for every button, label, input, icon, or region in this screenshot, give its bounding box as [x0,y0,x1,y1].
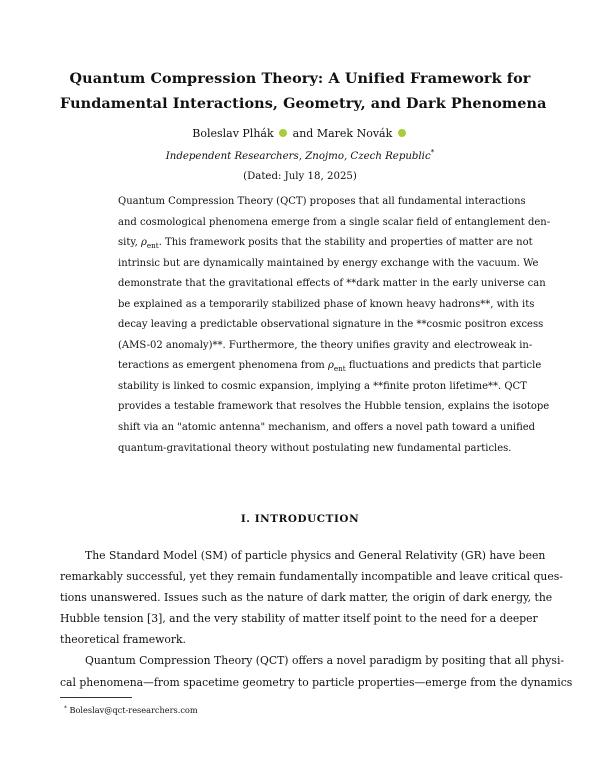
rho-subscript: ent [333,364,346,374]
affiliation-mark: * [430,147,435,157]
abstract-line: and cosmological phenomena emerge from a single scalar field of entanglement den- [118,216,551,228]
abstract-text: . This framework posits that the stability and properties of matter are not [158,237,533,249]
body-line: Hubble tension [3], and the very stability of matter itself point to the need for a deeper [60,612,538,626]
affiliation-text: Independent Researchers, Znojmo, Czech Republic [165,151,431,162]
rho-symbol: ρ [141,237,147,249]
orcid-icon[interactable] [398,129,406,137]
abstract [118,192,551,459]
body-line: tions unanswered. Issues such as the nature of dark matter, the origin of dark energy, the [60,591,553,605]
footnote-mark: * [64,705,67,712]
body-line: theoretical framework. [60,633,186,647]
rho-symbol: ρ [327,360,334,372]
footnote [64,704,198,716]
abstract-line: (AMS-02 anomaly)**. Furthermore, the theory unifies gravity and electroweak in- [118,339,533,351]
section-heading-introduction: I. INTRODUCTION [240,513,360,525]
orcid-icon[interactable] [279,129,287,137]
footnote-email[interactable]: Boleslav@qct-researchers.com [69,705,198,715]
abstract-line: stability is linked to cosmic expansion, implying a **finite proton lifetime**. QCT [118,380,527,392]
abstract-text: sity, [118,237,142,249]
abstract-line: Quantum Compression Theory (QCT) proposes that all fundamental interactions [118,196,526,207]
body-line: cal phenomena—from spacetime geometry to particle properties—emerge from the dynamics [60,675,573,689]
dated-line: (Dated: July 18, 2025) [243,171,357,182]
abstract-line: decay leaving a predictable observational signature in the **cosmic positron excess [118,319,544,331]
abstract-text: fluctuations and predicts that particle [345,360,542,372]
introduction-body [60,545,573,693]
body-line: remarkably successful, yet they remain fundamentally incompatible and leave critical ques- [60,570,563,584]
title-line-1: Quantum Compression Theory: A Unified Framework for [69,70,531,87]
abstract-line: demonstrate that the gravitational effects of **dark matter in the early universe can [118,278,546,290]
body-text: The Standard Model (SM) of particle physics and General Relativity (GR) have been [85,549,546,562]
abstract-line: provides a testable framework that resolves the Hubble tension, explains the isotope [118,401,550,413]
author-list [0,127,600,141]
paper-title [60,66,547,116]
affiliation [0,147,600,164]
body-line: Quantum Compression Theory (QCT) offers a novel paradigm by positing that all physi- [85,654,565,668]
title-line-2: Fundamental Interactions, Geometry, and Dark Phenomena [60,95,547,112]
abstract-line: be explained as a temporarily stabilized phase of known heavy hadrons**, with its [118,298,535,310]
abstract-line: quantum-gravitational theory without postulating new fundamental particles. [118,442,512,454]
footnote-rule [60,697,132,698]
author-1-name: Boleslav Plhák [192,127,274,140]
rho-subscript: ent [146,241,159,251]
author-connector: and [292,127,314,140]
abstract-line: intrinsic but are dynamically maintained by energy exchange with the vacuum. We [118,257,539,269]
abstract-line [118,233,533,254]
abstract-text: teractions as emergent phenomena from [118,360,328,372]
abstract-line: shift via an "atomic antenna" mechanism, and offers a novel path toward a unified [118,422,536,434]
author-2-name: Marek Novák [316,127,393,140]
body-line [85,545,546,566]
abstract-line [118,356,542,377]
